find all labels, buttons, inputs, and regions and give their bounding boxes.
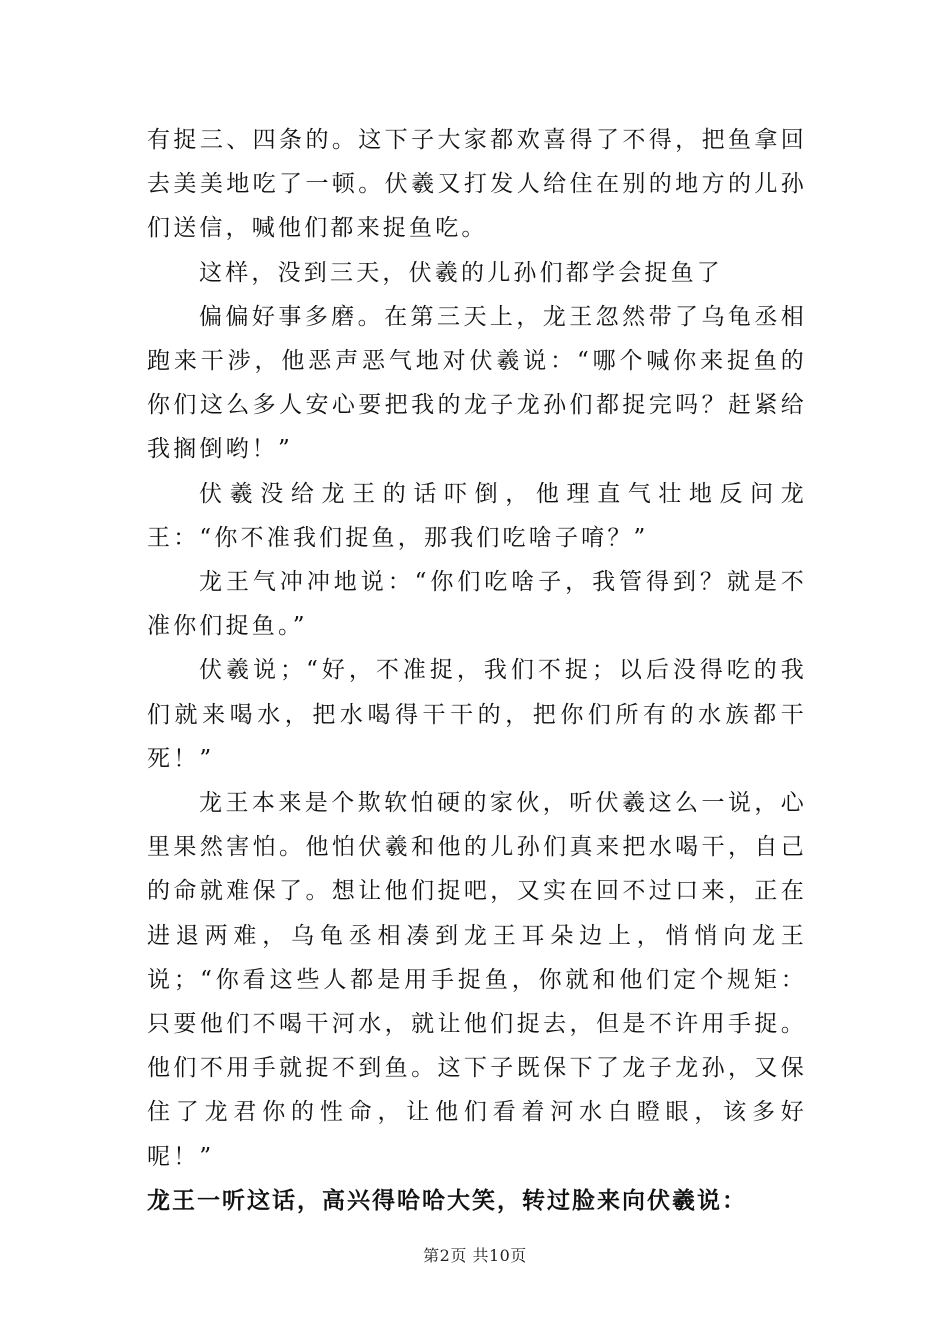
page-number-label: 第2页 共10页 [423, 1246, 527, 1265]
page-footer [0, 1243, 950, 1266]
paragraph-6: 伏羲说；“好，不准捉，我们不捉；以后没得吃的我们就来喝水，把水喝得干干的，把你们所有的水族都干死！” [147, 657, 807, 772]
paragraph-1: 有捉三、四条的。这下子大家都欢喜得了不得，把鱼拿回去美美地吃了一顿。伏羲又打发人给住在别的地方的儿孙们送信，喊他们都来捉鱼吃。 [147, 127, 807, 242]
paragraph-3: 偏偏好事多磨。在第三天上，龙王忽然带了乌龟丞相跑来干涉，他恶声恶气地对伏羲说：“哪个喊你来捉鱼的你们这么多人安心要把我的龙子龙孙们都捉完吗？赶紧给我搁倒哟！” [147, 303, 807, 463]
document-body [147, 118, 807, 1223]
paragraph-5: 龙王气冲冲地说：“你们吃啥子，我管得到？就是不准你们捉鱼。” [147, 569, 807, 640]
paragraph-7: 龙王本来是个欺软怕硬的家伙，听伏羲这么一说，心里果然害怕。他怕伏羲和他的儿孙们真来把水喝干，自己的命就难保了。想让他们捉吧，又实在回不过口来，正在进退两难，乌龟丞相凑到龙王耳朵边上，悄悄向龙王说；“你看这些人都是用手捉鱼，你就和他们定个规矩：只要他们不喝干河水，就让他们捉去，但是不许用手捉。他们不用手就捉不到鱼。这下子既保下了龙子龙孙，又保住了龙君你的性命，让他们看着河水白瞪眼，该多好呢！” [147, 790, 807, 1170]
paragraph-8-bold: 龙王一听这话，高兴得哈哈大笑，转过脸来向伏羲说： [147, 1186, 747, 1214]
paragraph-2: 这样，没到三天，伏羲的儿孙们都学会捉鱼了 [199, 259, 723, 286]
paragraph-4: 伏羲没给龙王的话吓倒，他理直气壮地反问龙王：“你不准我们捉鱼，那我们吃啥子唷？” [147, 480, 807, 551]
